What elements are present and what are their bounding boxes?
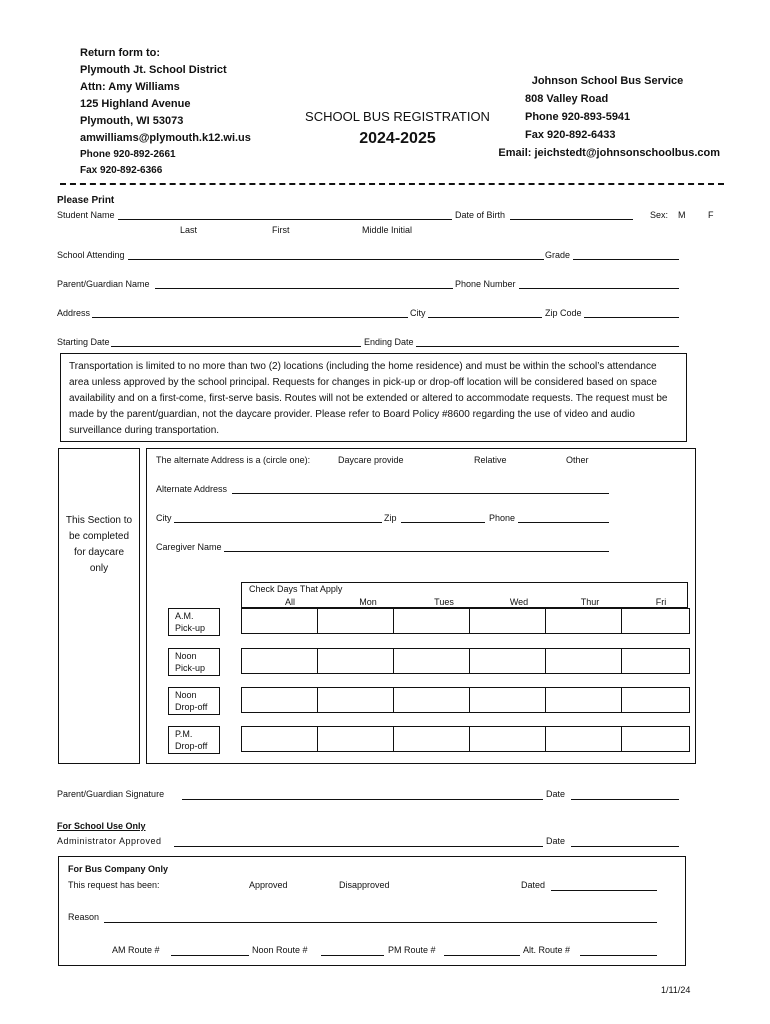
daycare-city-label: City	[156, 513, 172, 523]
day-cell-all[interactable]	[242, 609, 318, 634]
daycare-phone-label: Phone	[489, 513, 516, 523]
check-days-label: Check Days That Apply	[249, 584, 343, 594]
signature-field[interactable]	[182, 799, 543, 800]
day-cell-fri[interactable]	[622, 609, 690, 634]
cut-line	[60, 183, 724, 185]
transportation-notice-box	[60, 353, 687, 442]
caregiver-field[interactable]	[224, 551, 609, 552]
phone-field[interactable]	[519, 288, 679, 289]
sex-label: Sex:	[650, 210, 669, 220]
dated-field[interactable]	[551, 890, 657, 891]
day-cell-wed[interactable]	[470, 727, 546, 752]
bus-company-phone: Phone 920-893-5941	[525, 111, 631, 123]
am-route-label: AM Route #	[112, 945, 160, 955]
alt-type-daycare-option[interactable]: Daycare provide	[338, 455, 404, 465]
day-cell-mon[interactable]	[318, 727, 394, 752]
return-heading: Return form to:	[80, 47, 161, 59]
row-label-line2: Drop-off	[175, 702, 208, 712]
day-header-fri: Fri	[655, 597, 667, 607]
form-title-main: SCHOOL BUS REGISTRATION	[305, 109, 490, 124]
bus-use-heading: For Bus Company Only	[68, 864, 169, 874]
return-org: Plymouth Jt. School District	[80, 64, 227, 76]
day-cell-all[interactable]	[242, 649, 318, 674]
admin-date-field[interactable]	[571, 846, 679, 847]
grade-label: Grade	[545, 250, 571, 260]
form-title-year: 2024-2025	[359, 130, 436, 147]
row-label-pm-dropoff	[168, 726, 220, 754]
approved-option[interactable]: Approved	[249, 880, 288, 890]
row-label-line1: Noon	[175, 690, 197, 700]
row-label-noon-pickup	[168, 648, 220, 676]
day-cell-fri[interactable]	[622, 727, 690, 752]
bus-company-block	[490, 72, 725, 162]
daycare-side-label: This Section to be completed for daycare only	[65, 515, 133, 574]
zip-field[interactable]	[584, 317, 679, 318]
reason-field[interactable]	[104, 922, 657, 923]
caregiver-label: Caregiver Name	[156, 542, 222, 552]
day-header-wed: Wed	[509, 597, 529, 607]
day-cell-fri[interactable]	[622, 688, 690, 713]
signature-date-field[interactable]	[571, 799, 679, 800]
days-row-noon-pickup	[241, 648, 690, 674]
signature-label: Parent/Guardian Signature	[57, 789, 165, 799]
daycare-zip-label: Zip	[384, 513, 397, 523]
first-caption: First	[272, 225, 290, 235]
form-title	[300, 109, 495, 148]
day-header-tues: Tues	[434, 597, 454, 607]
bus-company-fax: Fax 920-892-6433	[525, 129, 616, 141]
footer-revision-date: 1/11/24	[661, 985, 691, 995]
noon-route-field[interactable]	[321, 955, 384, 956]
day-cell-thur[interactable]	[546, 727, 622, 752]
daycare-phone-field[interactable]	[518, 522, 609, 523]
row-label-line2: Pick-up	[175, 623, 206, 633]
grade-field[interactable]	[573, 259, 679, 260]
dob-label: Date of Birth	[455, 210, 506, 220]
return-city: Plymouth, WI 53073	[80, 115, 184, 127]
day-cell-wed[interactable]	[470, 688, 546, 713]
sex-f-option[interactable]: F	[708, 210, 714, 220]
day-cell-tues[interactable]	[394, 649, 470, 674]
alt-route-field[interactable]	[580, 955, 657, 956]
return-fax: Fax 920-892-6366	[80, 165, 163, 176]
row-label-line2: Pick-up	[175, 663, 206, 673]
row-label-line2: Drop-off	[175, 741, 208, 751]
alt-address-type-label: The alternate Address is a (circle one):	[156, 455, 311, 465]
zip-label: Zip Code	[545, 308, 582, 318]
day-cell-tues[interactable]	[394, 727, 470, 752]
day-cell-thur[interactable]	[546, 688, 622, 713]
end-date-field[interactable]	[416, 346, 679, 347]
admin-date-label: Date	[546, 836, 566, 846]
days-row-am-pickup	[241, 608, 690, 634]
daycare-side-box	[58, 448, 140, 764]
row-label-line1: A.M.	[175, 611, 194, 621]
school-label: School Attending	[57, 250, 125, 260]
parent-name-label: Parent/Guardian Name	[57, 279, 150, 289]
last-caption: Last	[180, 225, 198, 235]
am-route-field[interactable]	[171, 955, 249, 956]
pm-route-field[interactable]	[444, 955, 520, 956]
row-label-am-pickup	[168, 608, 220, 636]
signature-date-label: Date	[546, 789, 566, 799]
day-cell-mon[interactable]	[318, 688, 394, 713]
request-status-label: This request has been:	[68, 880, 160, 890]
bus-company-email: Email: jeichstedt@johnsonschoolbus.com	[498, 147, 720, 159]
city-label: City	[410, 308, 426, 318]
noon-route-label: Noon Route #	[252, 945, 308, 955]
day-cell-wed[interactable]	[470, 649, 546, 674]
bus-company-street: 808 Valley Road	[525, 93, 609, 105]
day-cell-mon[interactable]	[318, 609, 394, 634]
alt-type-relative-option[interactable]: Relative	[474, 455, 507, 465]
middle-caption: Middle Initial	[362, 225, 413, 235]
day-cell-mon[interactable]	[318, 649, 394, 674]
admin-approved-label: Administrator Approved	[57, 836, 162, 846]
return-street: 125 Highland Avenue	[80, 98, 191, 110]
dated-label: Dated	[521, 880, 546, 890]
daycare-city-field[interactable]	[174, 522, 382, 523]
return-email: amwilliams@plymouth.k12.wi.us	[80, 132, 251, 144]
return-phone: Phone 920-892-2661	[80, 149, 176, 160]
row-label-line1: Noon	[175, 651, 197, 661]
day-cell-tues[interactable]	[394, 609, 470, 634]
pm-route-label: PM Route #	[388, 945, 436, 955]
disapproved-option[interactable]: Disapproved	[339, 880, 390, 890]
day-cell-wed[interactable]	[470, 609, 546, 634]
school-use-heading: For School Use Only	[57, 821, 146, 831]
days-row-noon-dropoff	[241, 687, 690, 713]
start-date-field[interactable]	[111, 346, 361, 347]
alt-type-other-option[interactable]: Other	[566, 455, 589, 465]
day-cell-thur[interactable]	[546, 609, 622, 634]
school-field[interactable]	[128, 259, 544, 260]
day-header-thur: Thur	[580, 597, 600, 607]
alt-address-field[interactable]	[232, 493, 609, 494]
return-attn: Attn: Amy Williams	[80, 81, 180, 93]
return-address-block	[80, 45, 251, 179]
day-cell-thur[interactable]	[546, 649, 622, 674]
day-cell-all[interactable]	[242, 688, 318, 713]
day-cell-all[interactable]	[242, 727, 318, 752]
days-row-pm-dropoff	[241, 726, 690, 752]
row-label-line1: P.M.	[175, 729, 193, 739]
alt-address-label: Alternate Address	[156, 484, 228, 494]
day-header-mon: Mon	[359, 597, 377, 607]
start-date-label: Starting Date	[57, 337, 110, 347]
end-date-label: Ending Date	[364, 337, 414, 347]
sex-m-option[interactable]: M	[678, 210, 686, 220]
reason-label: Reason	[68, 912, 100, 922]
address-label: Address	[57, 308, 91, 318]
student-name-field[interactable]	[118, 219, 452, 220]
phone-label: Phone Number	[455, 279, 516, 289]
transportation-notice: Transportation is limited to no more than two (2) locations (including the home residence) and must be within the school’s attendance area unless approved by the school principal. Requests for changes in pick-up or drop-off location will be considered based on space availability and on a first-come, first-serve basis. Routes will not be extended or altered to accommodate requests. The request must be made by the parent/guardian, not the daycare provider. Please refer to Board Policy #8600 regarding the use of video and audio surveillance during transportation.	[69, 361, 668, 436]
parent-name-field[interactable]	[155, 288, 453, 289]
day-header-all: All	[284, 597, 295, 607]
please-print: Please Print	[57, 195, 115, 206]
city-field[interactable]	[428, 317, 542, 318]
dob-field[interactable]	[510, 219, 633, 220]
daycare-zip-field[interactable]	[401, 522, 485, 523]
admin-approved-field[interactable]	[174, 846, 543, 847]
day-cell-fri[interactable]	[622, 649, 690, 674]
alt-route-label: Alt. Route #	[523, 945, 571, 955]
day-cell-tues[interactable]	[394, 688, 470, 713]
row-label-noon-dropoff	[168, 687, 220, 715]
student-name-label: Student Name	[57, 210, 115, 220]
bus-company-name: Johnson School Bus Service	[531, 75, 684, 87]
address-field[interactable]	[92, 317, 408, 318]
